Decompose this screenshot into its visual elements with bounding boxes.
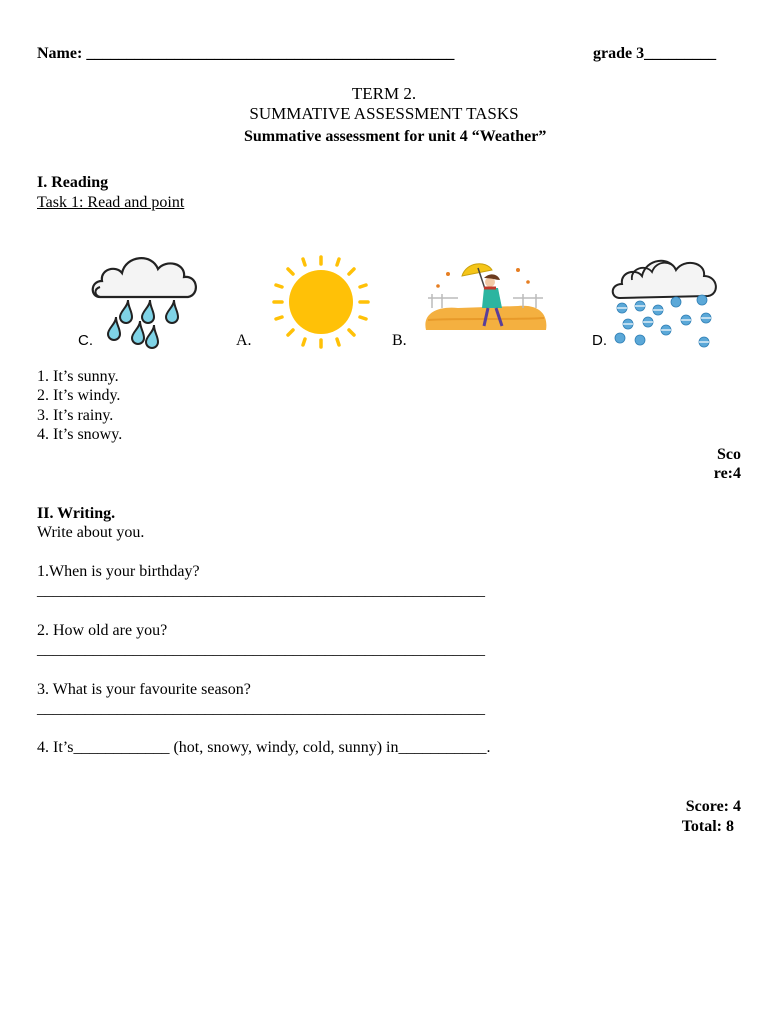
reading-score-part2: re:4 [713, 465, 741, 482]
picture-letter-c: C. [78, 332, 93, 349]
fill-in-sentence[interactable]: 4. It’s____________ (hot, snowy, windy, cold, sunny) in___________. [37, 739, 491, 756]
writing-question: 2. How old are you? [37, 622, 168, 639]
reading-sentence: 2. It’s windy. [37, 387, 121, 404]
writing-question: 3. What is your favourite season? [37, 681, 251, 698]
snow-cloud-icon [606, 250, 726, 350]
rain-cloud-icon [88, 245, 203, 350]
unit-title: Summative assessment for unit 4 “Weather” [244, 128, 547, 145]
picture-letter-b: B. [392, 332, 407, 349]
total-score: Total: 8 [681, 818, 734, 835]
writing-question: 1.When is your birthday? [37, 563, 200, 580]
sun-icon [270, 255, 372, 350]
writing-score: Score: 4 [685, 798, 741, 815]
writing-heading: II. Writing. [37, 505, 116, 522]
term-title: TERM 2. [351, 84, 417, 103]
picture-letter-a: A. [236, 332, 252, 349]
reading-heading: I. Reading [37, 174, 109, 191]
grade-field[interactable]: grade 3_________ [593, 45, 717, 62]
picture-letter-d: D. [592, 332, 607, 349]
windy-girl-umbrella-icon [418, 258, 553, 340]
tasks-title: SUMMATIVE ASSESSMENT TASKS [249, 104, 519, 123]
writing-instruction: Write about you. [37, 524, 145, 541]
reading-task: Task 1: Read and point [37, 194, 185, 211]
answer-line[interactable]: ________________________________________________________ [37, 582, 485, 599]
reading-score-part1: Sco [717, 446, 741, 463]
name-field[interactable]: Name: ______________________________________________ [37, 45, 455, 62]
reading-sentence: 3. It’s rainy. [37, 407, 114, 424]
answer-line[interactable]: ________________________________________________________ [37, 641, 485, 658]
reading-sentence: 1. It’s sunny. [37, 368, 119, 385]
reading-sentence: 4. It’s snowy. [37, 426, 123, 443]
answer-line[interactable]: ________________________________________________________ [37, 700, 485, 717]
